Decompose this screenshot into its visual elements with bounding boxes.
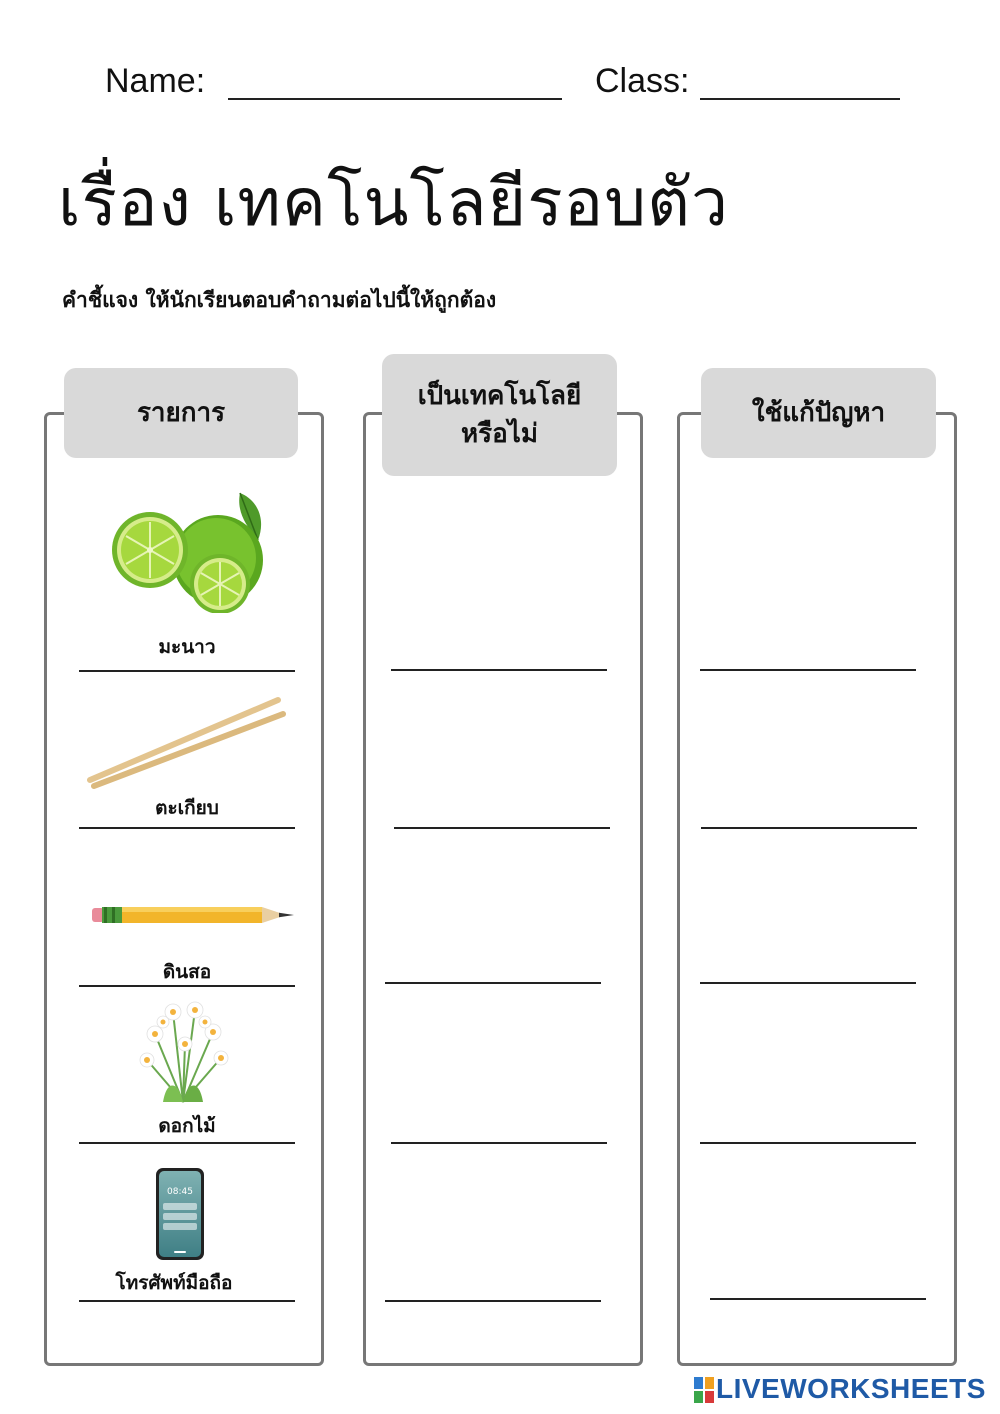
name-label: Name: xyxy=(105,62,206,100)
chopsticks-image xyxy=(84,694,289,789)
item-label-chopsticks: ตะเกียบ xyxy=(155,797,219,819)
is-technology-answer-1[interactable] xyxy=(391,669,607,671)
is-technology-answer-3[interactable] xyxy=(385,982,601,984)
mobile-phone-image xyxy=(156,1168,204,1260)
is-technology-answer-4[interactable] xyxy=(391,1142,607,1144)
is-technology-answer-2[interactable] xyxy=(394,827,610,829)
solves-problem-answer-4[interactable] xyxy=(700,1142,916,1144)
item-label-pencil: ดินสอ xyxy=(162,961,212,983)
is-technology-column xyxy=(363,412,643,1366)
solves-problem-answer-1[interactable] xyxy=(700,669,916,671)
liveworksheets-brand: LIVEWORKSHEETS xyxy=(716,1373,986,1404)
flowers-image xyxy=(133,998,233,1104)
items-column-heading: รายการ xyxy=(136,398,226,428)
item-name-line-2 xyxy=(79,827,295,829)
item-label-mobile-phone: โทรศัพท์มือถือ xyxy=(115,1272,233,1294)
solves-problem-column xyxy=(677,412,957,1366)
pencil-image xyxy=(90,903,296,927)
liveworksheets-logo-icon xyxy=(694,1377,714,1403)
item-name-line-3 xyxy=(79,985,295,987)
items-column-header xyxy=(64,368,298,458)
is-technology-column-header xyxy=(382,354,617,476)
solves-problem-answer-3[interactable] xyxy=(700,982,916,984)
solves-problem-answer-5[interactable] xyxy=(710,1298,926,1300)
name-field[interactable] xyxy=(228,98,562,100)
is-technology-answer-5[interactable] xyxy=(385,1300,601,1302)
item-name-line-5 xyxy=(79,1300,295,1302)
class-field[interactable] xyxy=(700,98,900,100)
solves-problem-answer-2[interactable] xyxy=(701,827,917,829)
class-label: Class: xyxy=(595,62,690,100)
is-technology-heading-line2: หรือไม่ xyxy=(461,419,538,449)
solves-problem-column-header xyxy=(701,368,936,458)
solves-problem-column-heading: ใช้แก้ปัญหา xyxy=(751,398,886,428)
lime-image xyxy=(108,488,273,613)
item-label-flowers: ดอกไม้ xyxy=(158,1115,216,1137)
item-name-line-4 xyxy=(79,1142,295,1144)
instruction-text: คำชี้แจง ให้นักเรียนตอบคำถามต่อไปนี้ให้ถูกต้อง xyxy=(62,288,497,312)
item-name-line-1 xyxy=(79,670,295,672)
phone-clock: 08:45 xyxy=(167,1187,193,1197)
item-label-lime: มะนาว xyxy=(158,636,216,658)
is-technology-heading-line1: เป็นเทคโนโลยี xyxy=(417,381,582,411)
page-title: เรื่อง เทคโนโลยีรอบตัว xyxy=(58,164,730,241)
